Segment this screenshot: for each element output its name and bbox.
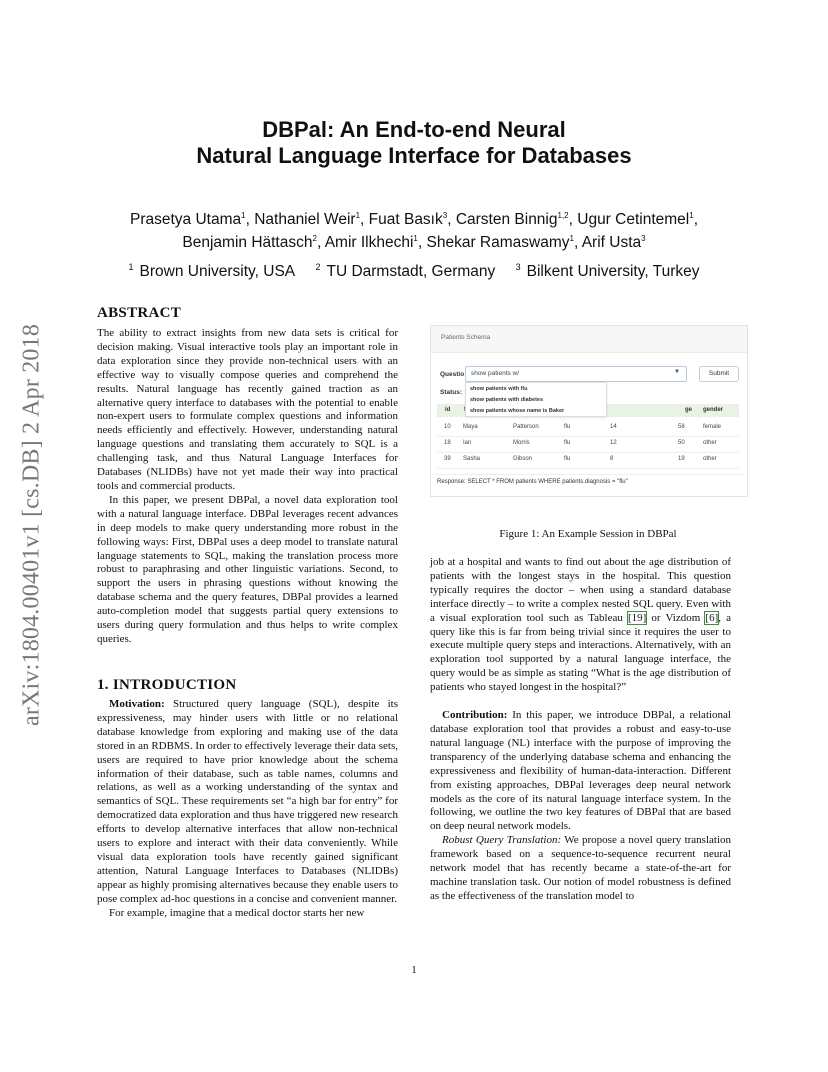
citation-link[interactable]: [19]: [627, 611, 647, 624]
body-paragraph: Robust Query Translation: We propose a novel query translation framework based on a sequence-to-sequence recurrent neural network model that has recently became a state-of-the-art for machine translation task. Our notion of model robustness is defined as the effectiveness of the translation model to: [430, 834, 732, 902]
response-sql: Response: SELECT * FROM patients WHERE patients.diagnosis = "flu": [437, 479, 628, 485]
response-bar: [435, 474, 743, 489]
autocomplete-dropdown: [465, 382, 607, 417]
figure-caption: Figure 1: An Example Session in DBPal: [499, 528, 677, 540]
figure-screenshot: [430, 325, 748, 497]
body-paragraph: For example, imagine that a medical doctor starts her new: [109, 906, 365, 919]
affiliation: $^2$ TU Darmstadt, Germany: [315, 262, 496, 280]
body-paragraph: Motivation: Structured query language (SQL), despite its expressiveness, may hinder users with little or no relational database knowledge from exploring and making use of the data stored in an RDBMS. In order to effectively leverage their data sets, users are required to have prior knowledge about the schema information of their database, such as table names, columns and relations, as well as a working understanding of the syntax and semantics of SQL. These requirements set “a high bar for entry” for democratized data exploration and thus have triggered new research efforts to develop alternative interfaces that allow non-technical users to explore and interact with their data conveniently. While visual data exploration tools have recently gained significant attention, Natural Language Interfaces to Databases (NLIDBs) appear as highly promising alternatives because they enable users to pose complex ad-hoc questions in a concise and convenient manner.: [97, 698, 398, 905]
submit-button[interactable]: Submit: [699, 366, 739, 382]
citation-link[interactable]: [6]: [705, 611, 719, 624]
affiliation: $^3$ Bilkent University, Turkey: [515, 262, 700, 280]
suggestion-item[interactable]: show patients with diabetes: [470, 396, 544, 403]
status-label: Status:: [440, 389, 463, 396]
body-paragraph: Contribution: In this paper, we introduce DBPal, a relational database exploration tool that provides a robust and easy-to-use natural language (NL) interface with the purpose of improving the transparency of the underlying database schema and enhancing the expressiveness and flexibility of human-data-interaction. Different from existing approaches, DBPal leverages deep neural network models as the core of its natural language interface system. In the following, we outline the two key features of DBPal that are based on deep neural network models.: [430, 709, 731, 833]
column-header: ge: [685, 407, 693, 413]
title-line-1: DBPal: An End-to-end Neural: [262, 117, 566, 142]
paper-title: [0, 117, 828, 169]
question-label: Questio: [440, 371, 465, 378]
affiliations: [0, 262, 828, 281]
introduction-section: [97, 676, 398, 921]
abstract-section: [97, 304, 398, 647]
table-row: 39 Sasha Gibson flu 8 19 other: [437, 452, 739, 469]
schema-header: [431, 326, 747, 353]
author: Shekar Ramaswamy: [426, 234, 570, 251]
author: Nathaniel Weir: [254, 211, 356, 228]
column-header: id: [445, 407, 451, 413]
author: Arif Usta: [581, 234, 642, 251]
affiliation: $^1$ Brown University, USA: [128, 262, 296, 280]
abstract-paragraph: In this paper, we present DBPal, a novel data exploration tool with a natural language interface. DBPal leverages recent advances in deep models to make query understanding more robust in the following ways: First, DBPal uses a deep model to translate natural language statements to SQL, making the translation process more robust to paraphrasing and other linguistic variations. Second, to support the users in phrasing questions without knowing the database schema and the query features, DBPal provides a learned auto-completion model that suggests partial query extensions to users during query formulation and thus helps to write complex queries.: [97, 493, 398, 645]
table-row: 10 Maya Patterson flu 14 58 female: [437, 420, 739, 437]
abstract-heading: ABSTRACT: [97, 305, 182, 321]
author: Amir Ilkhechi: [324, 234, 414, 251]
page-number: 1: [411, 964, 417, 976]
abstract-paragraph: The ability to extract insights from new data sets is critical for decision making. Visual interactive tools play an important role in data exploration since they provide non-technical users with an effective way to visually compose queries and comprehend the results. Natural language has recently gained traction as an alternative query interface to databases with the potential to enable non-expert users to formulate complex questions and information needs efficiently and effectively. However, understanding natural language questions and translating them accurately to SQL is a challenging task, and thus Natural Language Interfaces for Databases (NLIDBs) have not yet made their way into practical tools and commercial products.: [97, 327, 398, 492]
arxiv-stamp: [17, 290, 47, 760]
author: Fuat Basık: [368, 211, 443, 228]
suggestion-item[interactable]: show patients whose name is Baker: [470, 407, 565, 414]
chevron-down-icon[interactable]: ▼: [674, 369, 680, 375]
author: Ugur Cetintemel: [577, 211, 690, 228]
arxiv-id: arXiv:1804.00401v1 [cs.DB] 2 Apr 2018: [18, 323, 45, 727]
author: Benjamin Hättasch: [182, 234, 313, 251]
title-line-2: Natural Language Interface for Databases: [196, 143, 632, 168]
schema-title: Patients Schema: [441, 334, 491, 341]
column-header: gender: [703, 407, 724, 413]
question-value: show patients w/: [471, 370, 520, 377]
author-list: Prasetya Utama$^1$, Nathaniel Weir$^1$, Fuat Basık$^3$, Carsten Binnig$^{1,2}$, Ugur Cetintemel$^1$, Benjamin Hättasch$^2$, Amir Ilkhechi$^1$, Shekar Ramaswamy$^1$, Arif Usta$^3$: [129, 211, 699, 251]
introduction-continued: [430, 556, 731, 904]
question-input[interactable]: [465, 366, 687, 382]
author: Carsten Binnig: [455, 211, 558, 228]
author: Prasetya Utama: [129, 211, 242, 228]
suggestion-item[interactable]: show patients with flu: [470, 385, 528, 392]
table-row: 18 Ian Morris flu 12 50 other: [437, 436, 739, 453]
introduction-heading: 1. INTRODUCTION: [97, 677, 237, 693]
body-paragraph: job at a hospital and wants to find out about the age distribution of patients with the longest stays in the hospital. This question typically requires the doctor – when using a standard database interface directly – to write a complex nested SQL query. Even with a visual exploration tool such as Tableau [19] or Vizdom [6], a query like this is far from being trivial since it requires the user to execute multiple query steps and interactions. Alternatively, with an exploration tool supported by a natural language interface, the query would be as simple as stating “What is the age distribution of patients who stayed longest in the hospital?”: [430, 556, 732, 694]
